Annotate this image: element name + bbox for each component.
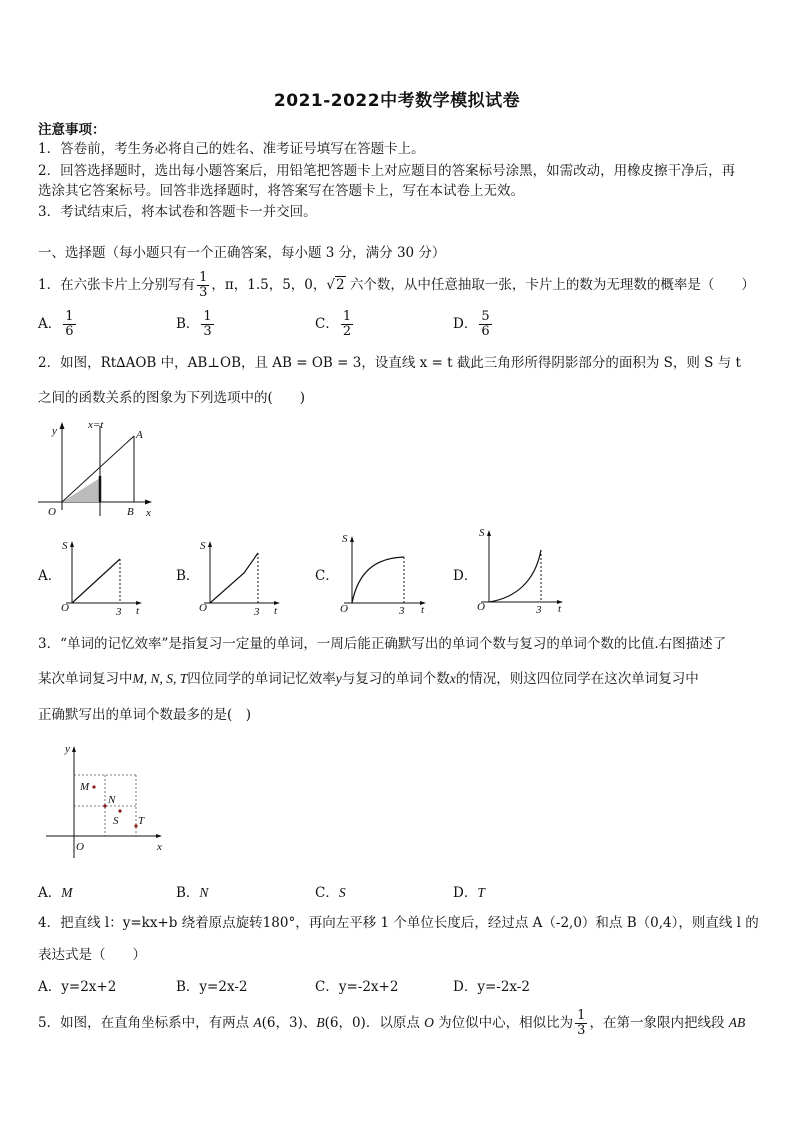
q3-scatter-figure <box>40 740 170 860</box>
s-label: S <box>62 540 68 552</box>
q3-text: 与复习的单词个数 <box>341 671 450 687</box>
t-label: t <box>274 605 278 617</box>
axis-arrow <box>350 536 354 542</box>
option-label: B． <box>176 885 200 901</box>
radical-sign: √ <box>326 277 336 293</box>
q5-point-b: B <box>316 1015 325 1030</box>
question-5 <box>38 1008 745 1038</box>
question-4-line1: 4．把直线 l：y=kx+b 绕着原点旋转180°，再向左平移 1 个单位长度后，经过点 A（-2,0）和点 B（0,4），则直线 l 的 <box>38 915 759 931</box>
option-fraction <box>341 310 353 339</box>
fraction-denominator: 6 <box>481 324 490 339</box>
point-a-label: A <box>136 429 143 441</box>
notice-heading: 注意事项： <box>38 122 106 138</box>
q4-option-c[interactable] <box>315 978 398 996</box>
curve-concave <box>352 557 404 603</box>
point-m <box>92 785 95 788</box>
q3-option-d[interactable] <box>453 884 485 902</box>
q2-option-c-label[interactable]: C． <box>315 568 339 584</box>
q1-prefix: 1．在六张卡片上分别写有 <box>38 277 196 293</box>
origin-label: O <box>76 841 84 853</box>
fraction-denominator: 3 <box>199 285 208 300</box>
q5-text: 5．如图，在直角坐标系中，有两点 <box>38 1015 254 1031</box>
y-axis-arrow <box>72 746 76 752</box>
notice-item: 1．答卷前，考生务必将自己的姓名、准考证号填写在答题卡上。 <box>38 141 425 157</box>
x-axis-arrow <box>145 500 152 505</box>
fraction-denominator: 2 <box>342 324 352 339</box>
option-value: M <box>61 885 73 900</box>
option-label: D． <box>453 316 478 332</box>
q5-text: ，在第一象限内把线段 <box>589 1015 729 1031</box>
y-axis-arrow <box>60 422 65 429</box>
fraction-denominator: 6 <box>65 324 74 339</box>
q1-option-c[interactable] <box>315 309 355 339</box>
q5-text: (6，3)、 <box>261 1015 317 1031</box>
q1-option-a[interactable] <box>38 309 78 339</box>
notice-item: 3．考试结束后，将本试卷和答题卡一并交回。 <box>38 204 317 220</box>
q2-option-d-label[interactable]: D． <box>453 568 478 584</box>
q3-option-b[interactable] <box>176 884 208 902</box>
notice-item: 2．回答选择题时，选出每小题答案后，用铅笔把答题卡上对应题目的答案标号涂黑，如需改动，用橡皮擦干净后，再 <box>38 163 736 179</box>
q3-option-c[interactable] <box>315 884 346 902</box>
option-fraction <box>201 310 213 339</box>
notice-item: 选涂其它答案标号。回答非选择题时，将答案写在答题卡上，写在本试卷上无效。 <box>38 183 524 199</box>
option-value: N <box>199 885 209 900</box>
fraction-numerator: 1 <box>65 309 74 324</box>
option-value: y=2x-2 <box>199 979 248 995</box>
q5-point-a: A <box>253 1015 262 1030</box>
option-label: A． <box>38 316 62 332</box>
t-label: t <box>421 604 425 616</box>
point-s <box>118 809 121 812</box>
q4-option-b[interactable] <box>176 978 247 996</box>
fraction-numerator: 1 <box>577 1008 586 1023</box>
option-label: C． <box>315 316 339 332</box>
x-label: x <box>157 841 162 853</box>
shaded-region <box>62 478 100 502</box>
curve-convex <box>489 550 541 602</box>
x-axis-arrow <box>156 834 162 838</box>
q5-text: (6，0)．以原点 <box>324 1015 425 1031</box>
option-value: y=-2x-2 <box>477 979 530 995</box>
option-label: D． <box>453 979 478 995</box>
question-3-line3: 正确默写出的单词个数最多的是( ) <box>38 707 252 723</box>
line-label: x=t <box>88 419 104 431</box>
q3-option-a[interactable] <box>38 884 73 902</box>
fraction-numerator: 1 <box>199 270 208 285</box>
q3-var-y: y <box>335 671 342 686</box>
option-fraction <box>63 310 75 339</box>
option-value: T <box>477 885 485 900</box>
t-label: t <box>136 605 140 617</box>
y-label: y <box>52 425 57 437</box>
q3-variables: M, N, S, T <box>132 671 188 686</box>
q5-text: 为位似中心，相似比为 <box>433 1015 574 1031</box>
option-label: B． <box>176 979 200 995</box>
s-label: S <box>479 527 485 539</box>
q3-text: 四位同学的单词记忆效率 <box>187 671 336 687</box>
origin-label: O <box>61 602 69 614</box>
question-2-line1: 2．如图，Rt∆AOB 中，AB⊥OB，且 AB = OB = 3，设直线 x = t 截此三角形所得阴影部分的面积为 S，则 S 与 t <box>38 355 741 371</box>
origin-label: O <box>199 602 207 614</box>
q1-middle: ，π，1.5，5，0， <box>211 277 327 293</box>
page-title: 2021-2022中考数学模拟试卷 <box>273 91 521 111</box>
fraction-denominator: 3 <box>577 1023 586 1038</box>
q2-triangle-figure <box>34 420 159 520</box>
option-label: C． <box>315 885 339 901</box>
tick-3-label: 3 <box>399 605 405 617</box>
q5-fraction <box>575 1009 587 1038</box>
tick-3-label: 3 <box>254 606 260 618</box>
q5-segment: AB <box>728 1015 746 1030</box>
tick-3-label: 3 <box>536 604 542 616</box>
t-label: t <box>558 603 562 615</box>
q3-text: 的情况，则这四位同学在这次单词复习中 <box>455 671 699 687</box>
s-label: S <box>342 533 348 545</box>
question-1 <box>38 270 755 300</box>
q5-point-o: O <box>424 1015 434 1030</box>
origin-label: O <box>477 601 485 613</box>
q2-option-d-graph[interactable] <box>475 522 570 614</box>
option-fraction <box>479 310 491 339</box>
section-heading: 一、选择题（每小题只有一个正确答案，每小题 3 分，满分 30 分） <box>38 245 446 261</box>
s-label: S <box>200 540 206 552</box>
option-label: B． <box>176 316 200 332</box>
option-value: y=-2x+2 <box>338 979 399 995</box>
origin-label: O <box>48 506 56 518</box>
point-n <box>103 804 106 807</box>
label-s: S <box>113 815 119 827</box>
y-label: y <box>65 743 70 755</box>
q2-option-b-graph[interactable] <box>198 535 288 618</box>
sqrt-symbol <box>326 270 345 300</box>
point-b-label: B <box>127 506 134 518</box>
fraction-numerator: 1 <box>342 309 352 324</box>
fraction-denominator: 3 <box>203 324 212 339</box>
option-value: y=2x+2 <box>61 979 117 995</box>
q4-option-d[interactable] <box>453 978 530 996</box>
option-label: A． <box>38 979 62 995</box>
fraction-numerator: 5 <box>481 309 490 324</box>
curve-piecewise <box>210 553 258 603</box>
option-label: D． <box>453 885 478 901</box>
axis-arrow <box>487 530 491 536</box>
q1-suffix: 六个数，从中任意抽取一张，卡片上的数为无理数的概率是（ ） <box>345 277 755 293</box>
question-3-line2 <box>38 670 699 688</box>
q4-option-a[interactable] <box>38 978 116 996</box>
axis-arrow <box>208 541 212 547</box>
option-label: C． <box>315 979 339 995</box>
q3-var-x: x <box>449 671 456 686</box>
label-n: N <box>108 794 116 806</box>
option-value: S <box>338 885 346 900</box>
curve-linear <box>72 559 120 603</box>
q1-option-d[interactable] <box>453 309 494 339</box>
q3-text: 某次单词复习中 <box>38 671 133 687</box>
tick-3-label: 3 <box>116 606 122 618</box>
label-t: T <box>138 815 145 827</box>
option-label: A． <box>38 885 62 901</box>
question-4-line2: 表达式是（ ） <box>38 947 146 963</box>
q1-option-b[interactable] <box>176 309 216 339</box>
question-3-line1: 3．“单词的记忆效率”是指复习一定量的单词，一周后能正确默写出的单词个数与复习的单词个数的比值.右图描述了 <box>38 636 727 652</box>
q2-option-a-label[interactable]: A． <box>38 568 62 584</box>
label-m: M <box>80 781 90 793</box>
q2-option-b-label[interactable]: B． <box>176 568 200 584</box>
x-label: x <box>146 507 151 519</box>
origin-label: O <box>340 603 348 615</box>
q1-fraction <box>197 271 209 300</box>
radicand: 2 <box>336 277 345 293</box>
question-2-line2: 之间的函数关系的图象为下列选项中的( ) <box>38 390 306 406</box>
axis-arrow <box>70 541 74 547</box>
q2-option-c-graph[interactable] <box>338 528 433 616</box>
fraction-numerator: 1 <box>203 309 212 324</box>
q2-option-a-graph[interactable] <box>60 535 150 618</box>
